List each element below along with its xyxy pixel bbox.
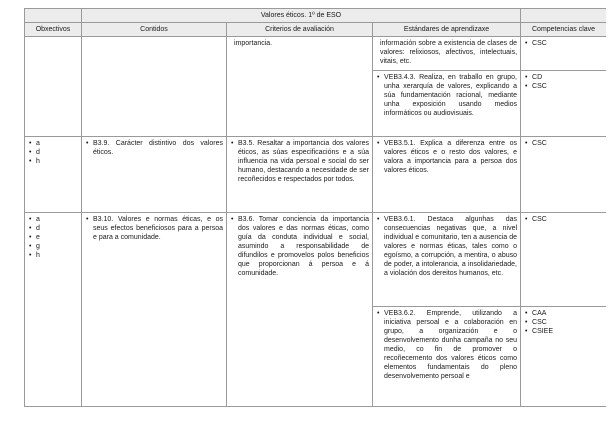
estandar-text: • VEB3.4.3. Realiza, en traballo en grupo, unha xerarquía de valores, explicando a súa fundamentación racional, mediante unha exposición usando medios informáticos ou audiovisuais. — [376, 73, 517, 118]
criterio-cell — [227, 37, 373, 137]
criterio-cell — [227, 213, 373, 407]
estandar-cell — [373, 213, 521, 307]
competencia-item: • CSC — [524, 318, 603, 327]
table-row — [25, 37, 607, 71]
competencias-cell — [521, 37, 606, 71]
obxectivo-item: • e — [28, 233, 78, 242]
competencia-item: • CSC — [524, 139, 603, 148]
estandar-cell — [373, 71, 521, 137]
title-blank-cell — [521, 9, 606, 23]
estandar-text: • VEB3.6.1. Destaca algunhas das consecuencias negativas que, a nivel individual e comunitario, ten a ausencia de valores e normas éticas, tales como o egoísmo, a corrupción, a mentira, o abuso de poder, a intolerancia, a insolidariedade, a violación dos dereitos humanos, etc. — [376, 215, 517, 278]
title-row — [25, 9, 607, 23]
curriculum-table — [24, 8, 606, 407]
document-page — [24, 8, 606, 422]
competencias-cell — [521, 137, 606, 213]
criterio-text: importancia. — [234, 40, 273, 47]
obxectivos-cell — [25, 37, 82, 137]
competencia-item: • CSC — [524, 39, 603, 48]
competencias-cell — [521, 213, 606, 307]
header-obxectivos: Obxectivos — [25, 23, 82, 37]
competencia-item: • CAA — [524, 309, 603, 318]
competencia-item: • CD — [524, 73, 603, 82]
obxectivos-cell — [25, 213, 82, 407]
table-title: Valores éticos. 1º de ESO — [82, 9, 521, 23]
obxectivos-cell — [25, 137, 82, 213]
competencias-cell — [521, 71, 606, 137]
estandar-text: • VEB3.5.1. Explica a diferenza entre os valores éticos e o resto dos valores, e valora a importancia para a persoa dos valores éticos. — [376, 139, 517, 175]
header-contidos: Contidos — [82, 23, 227, 37]
header-competencias: Competencias clave — [521, 23, 606, 37]
contido-text: • B3.9. Carácter distintivo dos valores éticos. — [85, 139, 223, 157]
obxectivo-item: • a — [28, 139, 78, 148]
table-row — [25, 213, 607, 307]
criterio-text: • B3.5. Resaltar a importancia dos valores éticos, as súas especificacións e a súa influencia na vida persoal e social do ser humano, destacando a necesidade de ser recoñecidos e respectados por todos. — [230, 139, 369, 184]
estandar-cell — [373, 307, 521, 407]
header-row — [25, 23, 607, 37]
contido-cell — [82, 213, 227, 407]
estandar-text: • VEB3.6.2. Emprende, utilizando a iniciativa persoal e a colaboración en grupo, a organización e o desenvolvemento dunha campaña no seu medio, co fin de promover o recoñecemento dos valores éticos como elementos fundamentais do pleno desenvolvemento persoal e — [376, 309, 517, 381]
title-blank-cell — [25, 9, 82, 23]
contido-text: • B3.10. Valores e normas éticas, e os seus efectos beneficiosos para a persoa e para a comunidade. — [85, 215, 223, 242]
estandar-cell — [373, 137, 521, 213]
contido-cell — [82, 137, 227, 213]
competencia-item: • CSC — [524, 82, 603, 91]
obxectivo-item: • h — [28, 157, 78, 166]
estandar-text: información sobre a existencia de clases de valores: relixiosos, afectivos, intelectuais, vitais, etc. — [380, 40, 518, 65]
contido-cell — [82, 37, 227, 137]
estandar-cell — [373, 37, 521, 71]
header-criterios: Criterios de avaliación — [227, 23, 373, 37]
obxectivo-item: • d — [28, 148, 78, 157]
obxectivo-item: • a — [28, 215, 78, 224]
criterio-text: • B3.6. Tomar conciencia da importancia dos valores e das normas éticas, como guía da conduta individual e social, asumindo a responsabilidade de difundilos e promovelos polos beneficios que proporcionan á persoa e á comunidade. — [230, 215, 369, 278]
table-row — [25, 137, 607, 213]
criterio-cell — [227, 137, 373, 213]
competencia-item: • CSC — [524, 215, 603, 224]
competencias-cell — [521, 307, 606, 407]
obxectivo-item: • g — [28, 242, 78, 251]
header-estandares: Estándares de aprendizaxe — [373, 23, 521, 37]
obxectivo-item: • d — [28, 224, 78, 233]
obxectivo-item: • h — [28, 251, 78, 260]
competencia-item: • CSIEE — [524, 327, 603, 336]
